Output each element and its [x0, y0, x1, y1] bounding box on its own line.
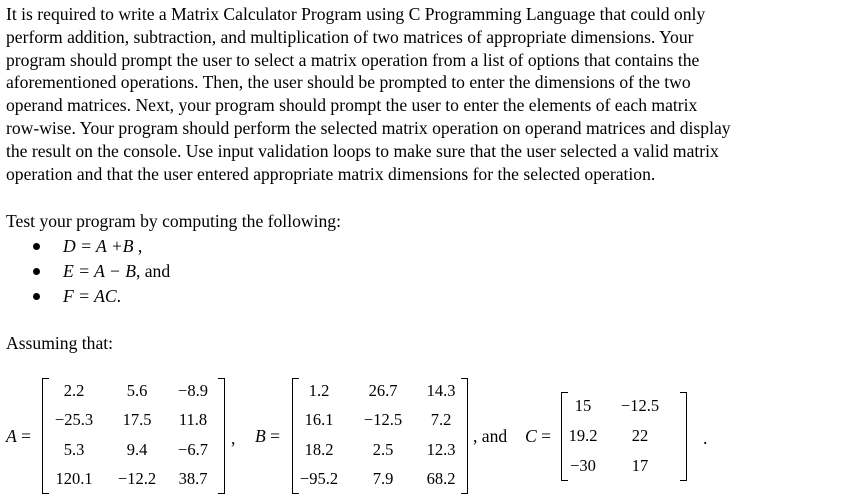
matrix-b-label [255, 426, 280, 447]
matrix-c-label [525, 426, 551, 447]
matrix-c-name: C [525, 426, 537, 446]
and-separator: , and [473, 426, 508, 446]
paragraph-line: perform addition, subtraction, and multiplication of two matrices of appropriate dimensions. Your [6, 26, 694, 47]
matrix-cell: 12.3 [426, 440, 456, 459]
paragraph-line: It is required to write a Matrix Calculator Program using C Programming Language that could only [6, 4, 706, 24]
list-item [0, 234, 170, 259]
equation: F = AC [63, 286, 117, 306]
equation-suffix: , [133, 236, 143, 256]
matrix-b-equals: = [265, 426, 281, 446]
matrix-cell: −30 [570, 456, 596, 475]
matrix-cell: 15 [574, 396, 592, 415]
equation-suffix: . [116, 286, 121, 306]
equation: E = A − B [63, 261, 136, 281]
matrix-cell: 22 [631, 426, 649, 445]
test-heading: Test your program by computing the following: [6, 211, 341, 231]
matrix-cell: 26.7 [368, 381, 398, 400]
matrix-cell: −95.2 [299, 469, 339, 488]
matrix-cell: 120.1 [55, 469, 93, 488]
matrix-cell: 5.6 [126, 381, 148, 400]
matrix-a-equals: = [16, 426, 32, 446]
matrix-cell: −12.2 [117, 469, 157, 488]
matrix-b-name: B [255, 426, 266, 446]
matrix-cell: 17 [631, 456, 649, 475]
paragraph-line: the result on the console. Use input validation loops to make sure that the user selected a valid matrix [6, 140, 719, 161]
matrix-c-equals: = [536, 426, 552, 446]
operation-list [0, 234, 170, 309]
right-bracket [680, 392, 687, 481]
paragraph-line: aforementioned operations. Then, the user should be prompted to enter the dimensions of the two [6, 72, 691, 93]
matrix-cell: 2.2 [63, 381, 85, 400]
paragraph-line: program should prompt the user to select a matrix operation from a list of options that contains the [6, 49, 700, 70]
bullet-icon [33, 293, 40, 300]
matrix-a-name: A [6, 426, 17, 446]
final-period: . [703, 428, 708, 448]
equation: D = A +B [63, 236, 134, 256]
assuming-label: Assuming that: [6, 333, 114, 353]
matrix-cell: −6.7 [178, 440, 208, 459]
paragraph-line: operand matrices. Next, your program should prompt the user to enter the elements of each matrix [6, 95, 698, 116]
matrix-cell: 5.3 [63, 440, 85, 459]
matrix-cell: 16.1 [304, 410, 334, 429]
matrix-cell: −12.5 [620, 396, 660, 415]
bullet-icon [33, 268, 40, 275]
matrix-cell: 38.7 [178, 469, 208, 488]
list-item [0, 284, 170, 309]
matrix-cell: 7.2 [430, 410, 452, 429]
matrix-cell: −12.5 [363, 410, 403, 429]
matrix-cell: 19.2 [568, 426, 598, 445]
problem-statement [6, 3, 838, 185]
matrix-cell: 14.3 [426, 381, 456, 400]
matrix-cell: 68.2 [426, 469, 456, 488]
matrix-cell: 2.5 [372, 440, 394, 459]
matrix-cell: 1.2 [308, 381, 330, 400]
matrix-cell: 9.4 [126, 440, 148, 459]
comma-separator: , [231, 428, 236, 448]
matrix-cell: −8.9 [178, 381, 208, 400]
bullet-icon [33, 243, 40, 250]
matrix-cell: 17.5 [122, 410, 152, 429]
matrix-a-label [6, 426, 31, 447]
paragraph-line: row-wise. Your program should perform the selected matrix operation on operand matrices and display [6, 117, 731, 138]
matrix-cell: 7.9 [372, 469, 394, 488]
matrix-cell: 11.8 [178, 410, 208, 429]
equation-suffix: , and [135, 261, 171, 281]
list-item [0, 259, 170, 284]
matrix-cell: −25.3 [54, 410, 94, 429]
paragraph-line: operation and that the user entered appropriate matrix dimensions for the selected operation. [6, 163, 656, 184]
matrix-cell: 18.2 [304, 440, 334, 459]
